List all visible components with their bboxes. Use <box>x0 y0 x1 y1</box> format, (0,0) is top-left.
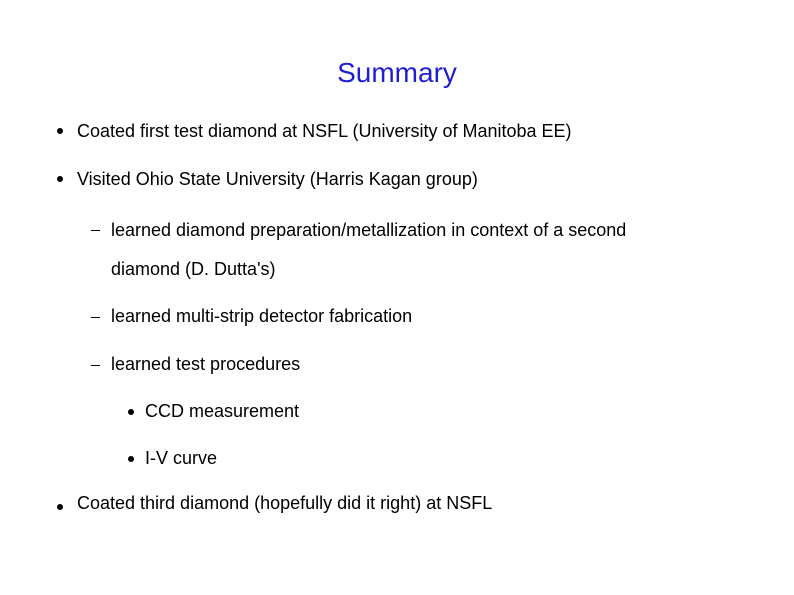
bullet-dot-icon <box>57 504 63 510</box>
sub-sub-bullet-text: CCD measurement <box>145 401 300 421</box>
bullet-text: Coated third diamond (hopefully did it right) at NSFL <box>77 493 493 513</box>
bullet-dot-icon <box>128 456 134 462</box>
bullet-dot-icon <box>57 176 63 182</box>
bullet-dash-icon <box>91 365 100 366</box>
sub-bullet-text: learned test procedures <box>111 354 301 374</box>
bullet-text: Visited Ohio State University (Harris Kagan group) <box>77 169 478 189</box>
bullet-text: Coated first test diamond at NSFL (University of Manitoba EE) <box>77 121 572 141</box>
bullet-dot-icon <box>128 409 134 415</box>
slide-title: Summary <box>337 57 457 88</box>
bullet-dash-icon <box>91 317 100 318</box>
sub-bullet-continuation: diamond (D. Dutta's) <box>111 259 276 279</box>
sub-bullet-text: learned multi-strip detector fabrication <box>111 306 413 326</box>
bullet-dash-icon <box>91 230 100 231</box>
bullet-dot-icon <box>57 128 63 134</box>
sub-bullet-text: learned diamond preparation/metallization in context of a second <box>111 220 627 240</box>
sub-sub-bullet-text: I-V curve <box>145 448 218 468</box>
